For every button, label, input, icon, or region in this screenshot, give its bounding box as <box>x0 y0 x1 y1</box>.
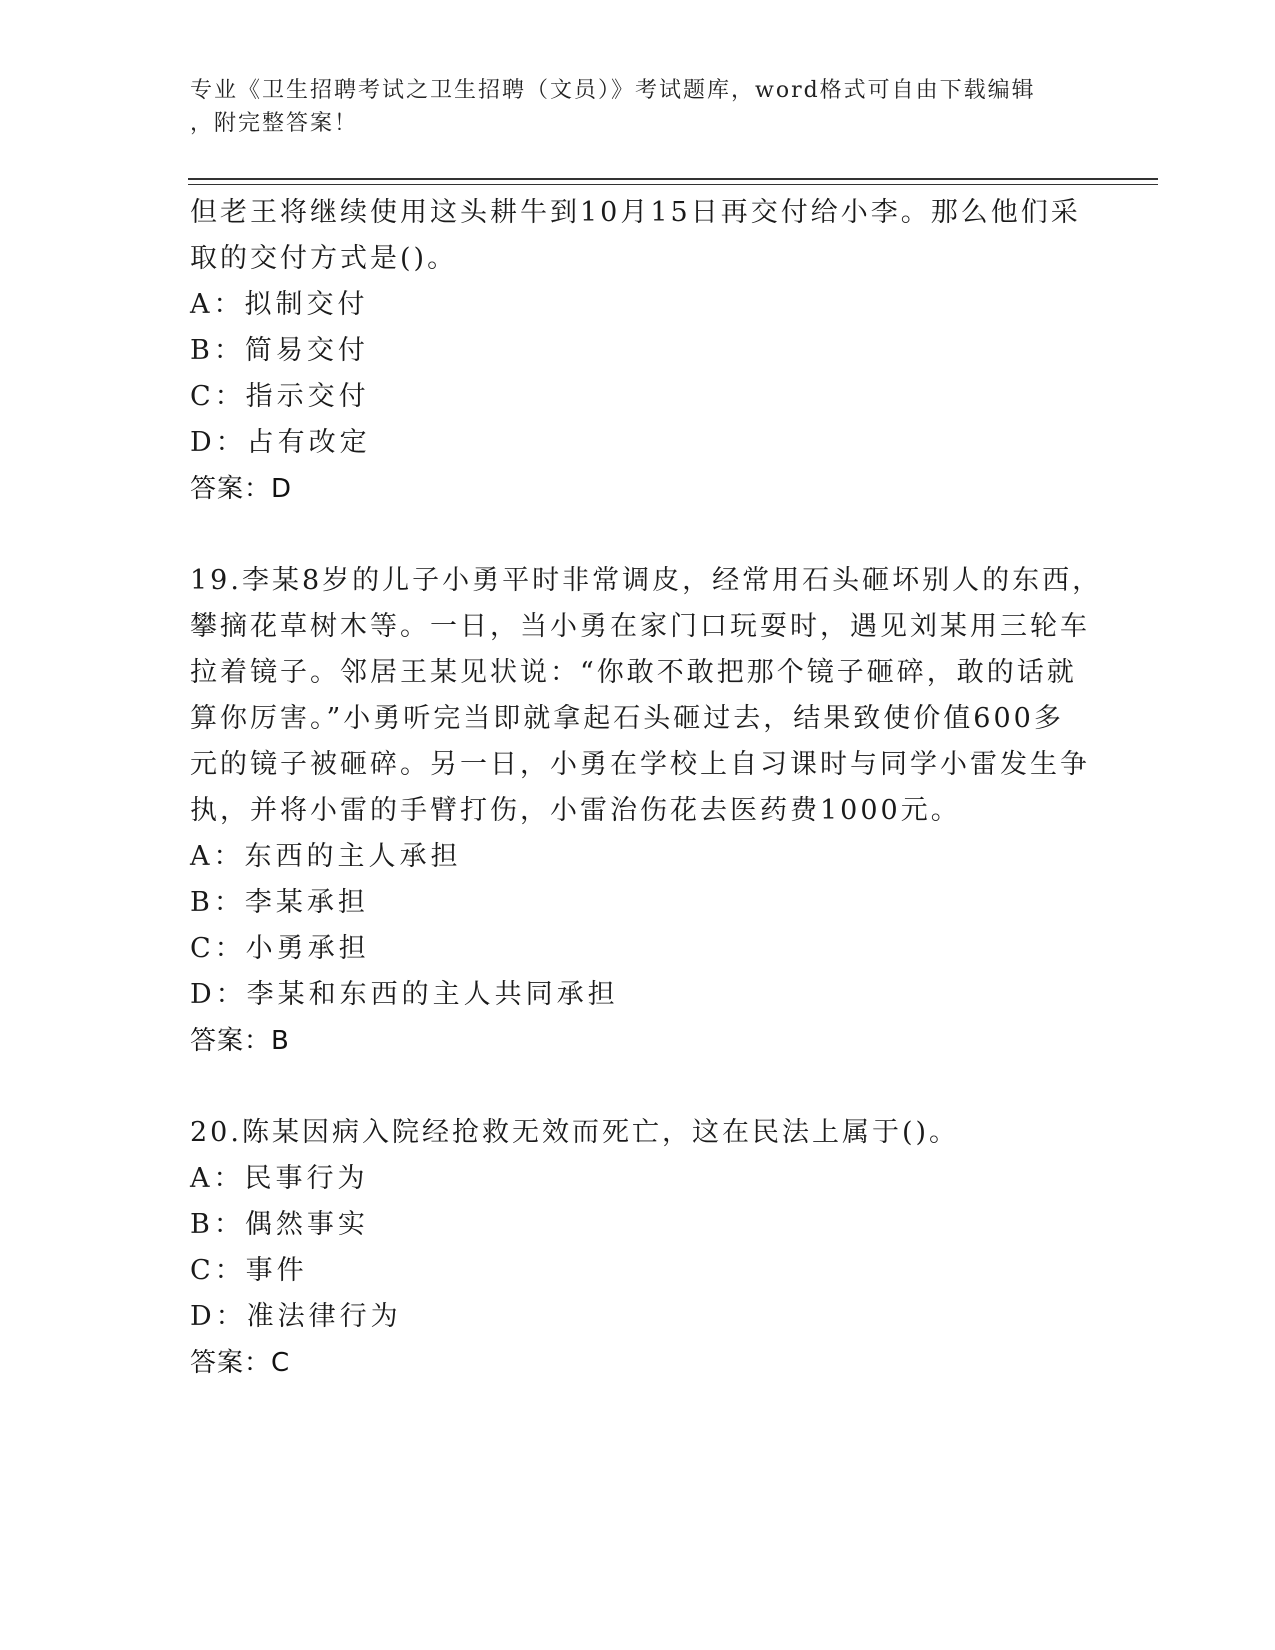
question-line: 算你厉害。”小勇听完当即就拿起石头砸过去，结果致使价值600多 <box>190 703 1064 734</box>
option-c: C：小勇承担 <box>190 933 370 964</box>
option-c: C：事件 <box>190 1255 308 1286</box>
header-line-2: ，附完整答案！ <box>190 111 359 136</box>
question-20 <box>190 1110 1090 1386</box>
option-b: B：偶然事实 <box>190 1209 369 1240</box>
question-text <box>190 1110 1090 1156</box>
question-text <box>190 558 1103 834</box>
answer-line: 答案：B <box>190 1026 290 1056</box>
option-c: C：指示交付 <box>190 381 370 412</box>
option-a: A：民事行为 <box>190 1163 369 1194</box>
option-a: A：东西的主人承担 <box>190 841 462 872</box>
option-d: D：占有改定 <box>190 427 371 458</box>
question-line: 执，并将小雷的手臂打伤，小雷治伤花去医药费1000元。 <box>190 795 961 826</box>
header-divider-thick <box>188 178 1158 180</box>
document-header <box>190 74 1090 140</box>
header-divider-thin <box>188 184 1158 185</box>
option-a: A：拟制交付 <box>190 289 369 320</box>
option-b: B：简易交付 <box>190 335 369 366</box>
question-list <box>190 190 1103 1432</box>
question-line: 取的交付方式是()。 <box>190 243 458 274</box>
question-line: 但老王将继续使用这头耕牛到10月15日再交付给小李。那么他们采 <box>190 197 1081 228</box>
header-line-1: 专业《卫生招聘考试之卫生招聘（文员）》考试题库，word格式可自由下载编辑 <box>190 78 1036 103</box>
question-19 <box>190 558 1103 1064</box>
answer-line: 答案：C <box>190 1348 291 1378</box>
option-d: D：李某和东西的主人共同承担 <box>190 979 619 1010</box>
answer-line: 答案：D <box>190 474 293 504</box>
option-d: D：准法律行为 <box>190 1301 402 1332</box>
question-line: 攀摘花草树木等。一日，当小勇在家门口玩耍时，遇见刘某用三轮车 <box>190 611 1090 642</box>
question-line: 19.李某8岁的儿子小勇平时非常调皮，经常用石头砸坏别人的东西， <box>190 565 1103 596</box>
option-b: B：李某承担 <box>190 887 369 918</box>
question-line: 拉着镜子。邻居王某见状说：“你敢不敢把那个镜子砸碎，敢的话就 <box>190 657 1077 688</box>
question-line: 元的镜子被砸碎。另一日，小勇在学校上自习课时与同学小雷发生争 <box>190 749 1090 780</box>
question-18 <box>190 190 1090 512</box>
question-line: 20.陈某因病入院经抢救无效而死亡，这在民法上属于()。 <box>190 1117 960 1148</box>
question-text <box>190 190 1090 282</box>
